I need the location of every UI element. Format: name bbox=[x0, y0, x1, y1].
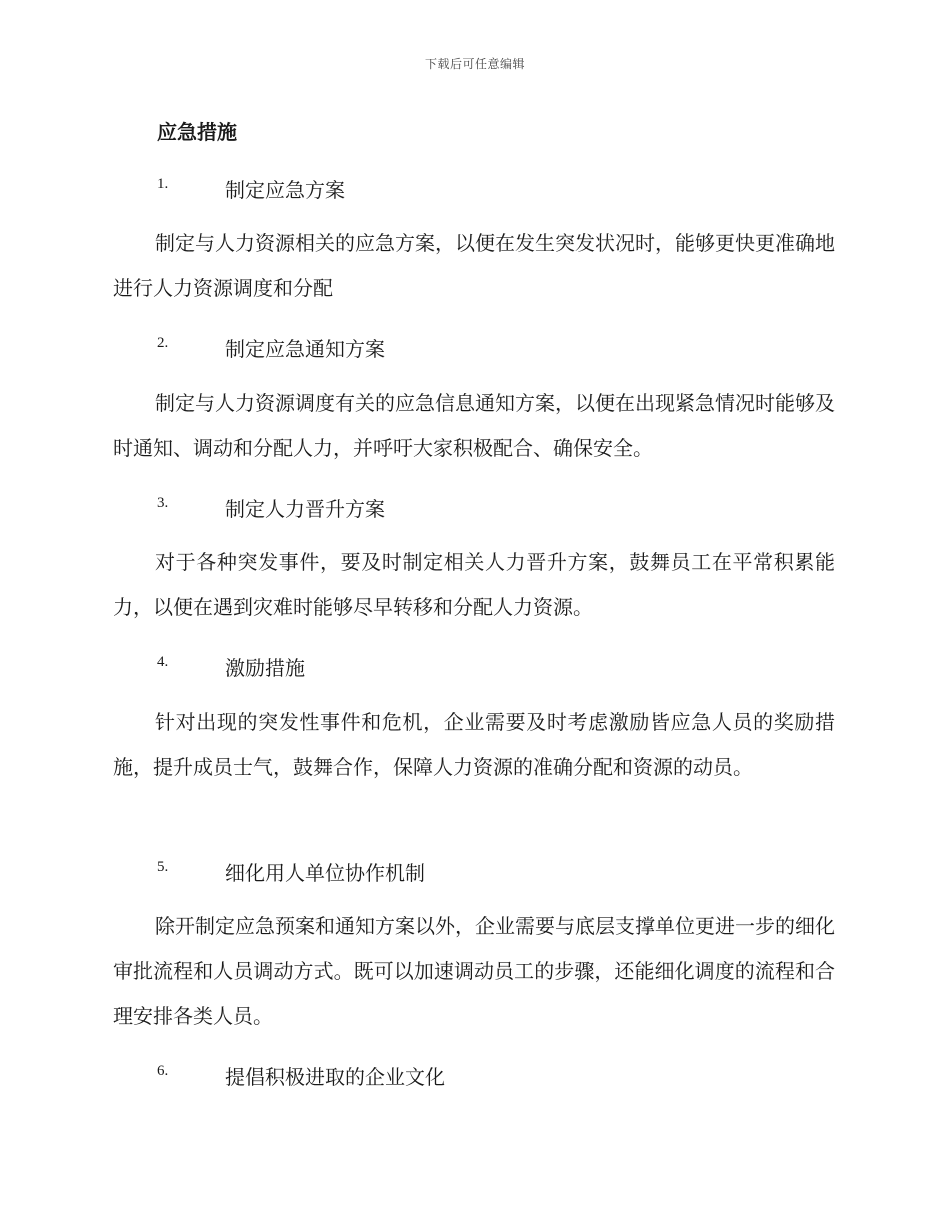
section-number: 3. bbox=[157, 495, 169, 511]
section-body-1: 制定与人力资源相关的应急方案，以便在发生突发状况时，能够更快更准确地进行人力资源调度和分配 bbox=[113, 231, 835, 300]
section-heading-text: 制定应急通知方案 bbox=[225, 337, 385, 361]
section-heading-text: 提倡积极进取的企业文化 bbox=[225, 1065, 445, 1089]
page-header: 下载后可任意编辑 bbox=[424, 57, 525, 71]
section-heading-text: 制定应急方案 bbox=[225, 178, 345, 202]
section-heading-text: 激励措施 bbox=[225, 656, 305, 680]
section-number: 2. bbox=[157, 335, 169, 351]
section-number: 1. bbox=[157, 176, 169, 192]
section-body-3: 对于各种突发事件，要及时制定相关人力晋升方案，鼓舞员工在平常积累能力，以便在遇到灾难时能够尽早转移和分配人力资源。 bbox=[113, 550, 835, 619]
section-body-4: 针对出现的突发性事件和危机，企业需要及时考虑激励皆应急人员的奖励措施，提升成员士气，鼓舞合作，保障人力资源的准确分配和资源的动员。 bbox=[113, 710, 835, 779]
section-body-5: 除开制定应急预案和通知方案以外，企业需要与底层支撑单位更进一步的细化审批流程和人员调动方式。既可以加速调动员工的步骤，还能细化调度的流程和合理安排各类人员。 bbox=[113, 914, 835, 1028]
section-body-2: 制定与人力资源调度有关的应急信息通知方案，以便在出现紧急情况时能够及时通知、调动和分配人力，并呼吁大家积极配合、确保安全。 bbox=[113, 391, 835, 460]
section-number: 6. bbox=[157, 1063, 169, 1079]
section-number: 4. bbox=[157, 654, 169, 670]
section-number: 5. bbox=[157, 859, 169, 875]
section-heading-text: 制定人力晋升方案 bbox=[225, 497, 385, 521]
document-title: 应急措施 bbox=[157, 120, 237, 144]
section-heading-text: 细化用人单位协作机制 bbox=[225, 861, 425, 885]
